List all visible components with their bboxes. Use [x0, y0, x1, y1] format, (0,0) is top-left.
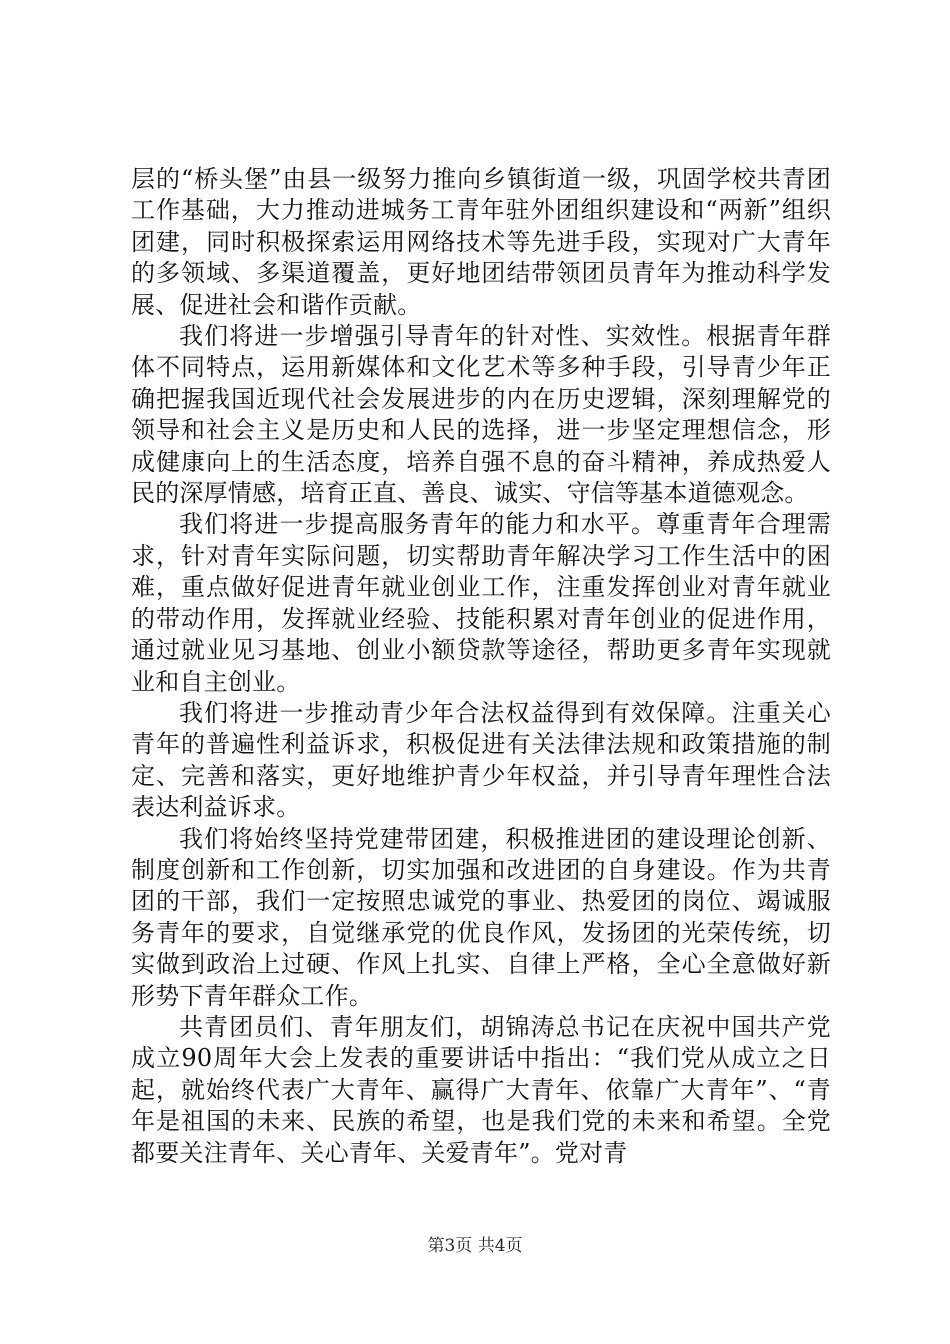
page-number-footer: 第3页 共4页 [427, 1236, 523, 1256]
paragraph-6: 共青团员们、青年朋友们，胡锦涛总书记在庆祝中国共产党成立90周年大会上发表的重要讲话中指出：“我们党从成立之日起，就始终代表广大青年、赢得广大青年、依靠广大青年”、“青年是祖国的未来、民族的希望，也是我们党的未来和希望。全党都要关注青年、关心青年、关爱青年”。党对青 [131, 1012, 831, 1167]
paragraph-5: 我们将始终坚持党建带团建，积极推进团的建设理论创新、制度创新和工作创新，切实加强和改进团的自身建设。作为共青团的干部，我们一定按照忠诚党的事业、热爱团的岗位、竭诚服务青年的要求，自觉继承党的优良作风，发扬团的光荣传统，切实做到政治上过硬、作风上扎实、自律上严格，全心全意做好新形势下青年群众工作。 [131, 824, 831, 1010]
paragraph-4: 我们将进一步推动青少年合法权益得到有效保障。注重关心青年的普遍性利益诉求，积极促进有关法律法规和政策措施的制定、完善和落实，更好地维护青少年权益，并引导青年理性合法表达利益诉求。 [131, 698, 831, 822]
document-body [131, 164, 831, 1169]
paragraph-1: 层的“桥头堡”由县一级努力推向乡镇街道一级，巩固学校共青团工作基础，大力推动进城务工青年驻外团组织建设和“两新”组织团建，同时积极探索运用网络技术等先进手段，实现对广大青年的多领域、多渠道覆盖，更好地团结带领团员青年为推动科学发展、促进社会和谐作贡献。 [131, 165, 831, 319]
paragraph-3: 我们将进一步提高服务青年的能力和水平。尊重青年合理需求，针对青年实际问题，切实帮助青年解决学习工作生活中的困难，重点做好促进青年就业创业工作，注重发挥创业对青年就业的带动作用，发挥就业经验、技能积累对青年创业的促进作用，通过就业见习基地、创业小额贷款等途径，帮助更多青年实现就业和自主创业。 [131, 510, 831, 696]
paragraph-2: 我们将进一步增强引导青年的针对性、实效性。根据青年群体不同特点，运用新媒体和文化艺术等多种手段，引导青少年正确把握我国近现代社会发展进步的内在历史逻辑，深刻理解党的领导和社会主义是历史和人民的选择，进一步坚定理想信念，形成健康向上的生活态度，培养自强不息的奋斗精神，养成热爱人民的深厚情感，培育正直、善良、诚实、守信等基本道德观念。 [131, 322, 831, 508]
